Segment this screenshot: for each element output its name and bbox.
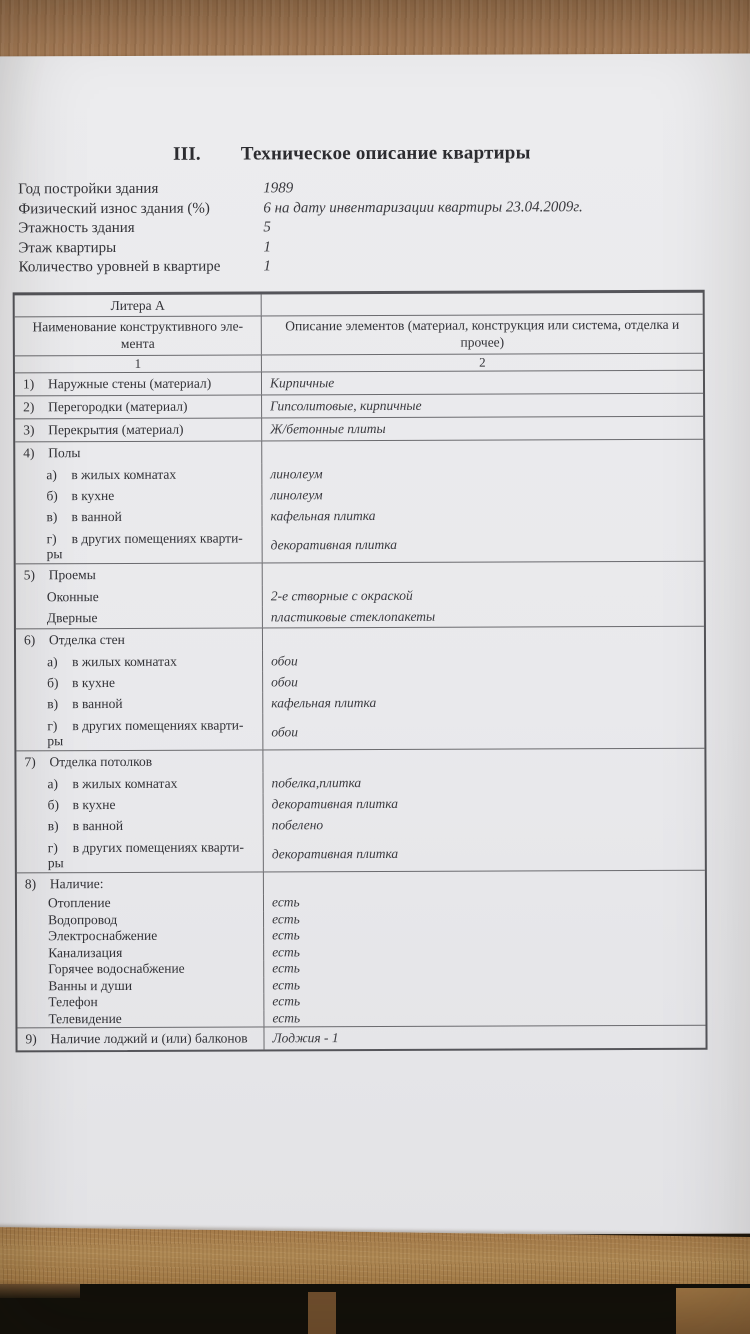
item-name: в кухне	[72, 796, 116, 813]
item-name: Телевидение	[48, 1010, 122, 1026]
under-desk-shadow	[0, 1284, 750, 1334]
item-letter: б)	[46, 488, 58, 504]
tech-description-table	[13, 290, 708, 1053]
element-value: Лоджия - 1	[263, 1026, 705, 1050]
item-value: кафельная плитка	[262, 691, 704, 714]
under-desk-wood-left	[0, 1284, 80, 1298]
info-label: Количество уровней в квартире	[18, 258, 221, 276]
info-value: 6 на дату инвентаризации квартиры 23.04.2009г.	[263, 198, 583, 216]
item-value: есть	[263, 975, 705, 993]
item-value: есть	[263, 1008, 705, 1026]
item-letter: б)	[47, 797, 60, 813]
item-value: пластиковые стеклопакеты	[262, 605, 704, 628]
item-name: в жилых комнатах	[71, 466, 177, 483]
info-label: Год постройки здания	[18, 180, 159, 198]
table-row	[15, 394, 703, 420]
item-value: 2-е створные с окраской	[262, 584, 704, 607]
item-letter: г)	[46, 531, 57, 547]
info-row-build-year	[18, 178, 718, 200]
col2-header: Описание элементов (материал, конструкция или система, отделка и прочее)	[261, 315, 703, 355]
col2-number: 2	[261, 354, 703, 372]
element-name: Перекрытия (материал)	[48, 421, 184, 438]
row-number: 6)	[23, 632, 36, 648]
item-letter: в)	[46, 509, 58, 525]
litera-cell: Литера А	[110, 297, 165, 314]
section-heading	[0, 141, 750, 167]
item-name: Горячее водоснабжение	[48, 960, 185, 977]
item-name: Ванны и души	[48, 977, 133, 993]
row-number: 1)	[22, 376, 35, 392]
section-header-row	[17, 871, 705, 896]
section-header-row	[16, 627, 704, 652]
item-letter: г)	[47, 718, 58, 734]
section-title: Техническое описание квартиры	[240, 142, 531, 165]
table-row	[15, 462, 703, 486]
item-letter: б)	[47, 675, 59, 691]
desk-leg-right	[676, 1288, 750, 1334]
item-value: декоративная плитка	[262, 525, 704, 563]
section-name: Наличие:	[49, 876, 104, 892]
item-name: в кухне	[72, 674, 116, 691]
item-value: побелка,плитка	[262, 771, 704, 794]
item-name: Отопление	[47, 895, 111, 911]
element-name: Наружные стены (материал)	[47, 375, 212, 392]
item-value: есть	[263, 959, 705, 977]
item-name: Телефон	[48, 994, 98, 1010]
item-value: декоративная плитка	[263, 792, 705, 815]
item-value: есть	[263, 992, 705, 1010]
item-name: Электроснабжение	[48, 927, 158, 944]
element-value: Ж/бетонные плиты	[261, 417, 703, 441]
row-number: 2)	[23, 399, 35, 415]
item-letter: в)	[47, 696, 59, 712]
table-row	[17, 813, 705, 837]
table-row	[16, 691, 704, 715]
item-name: Оконные	[46, 589, 99, 605]
item-name: Дверные	[46, 610, 98, 626]
item-value: обои	[262, 712, 704, 750]
table-row	[16, 712, 704, 752]
section-name: Отделка стен	[48, 631, 125, 648]
item-value: обои	[262, 649, 704, 672]
info-value: 1	[263, 258, 272, 275]
item-letter: в)	[47, 818, 59, 834]
section-header-row	[16, 749, 704, 774]
table-header-row	[15, 315, 703, 357]
table-row	[16, 670, 704, 694]
row-number: 3)	[23, 422, 35, 438]
element-value: Гипсолитовые, кирпичные	[261, 394, 703, 418]
col1-header: Наименование конструктивного эле-мента	[32, 318, 244, 351]
item-name: в других помещениях кварти-ры	[47, 839, 245, 871]
item-name: в кухне	[71, 488, 115, 504]
document-page	[0, 54, 750, 1237]
section-header-row	[16, 562, 704, 587]
info-label: Этаж квартиры	[18, 239, 117, 256]
info-row-levels	[19, 256, 719, 278]
item-value: есть	[263, 926, 705, 944]
info-row-storeys	[18, 217, 718, 239]
item-value: линолеум	[261, 462, 703, 485]
table-row	[16, 605, 704, 630]
item-name: Водопровод	[48, 911, 118, 927]
table-row	[16, 649, 704, 673]
item-value: кафельная плитка	[261, 504, 703, 527]
row-number: 5)	[23, 567, 36, 583]
table-row	[17, 792, 705, 816]
item-name: в жилых комнатах	[72, 775, 178, 792]
info-value: 1	[263, 238, 272, 255]
section-name: Проемы	[48, 567, 96, 583]
item-name: в других помещениях кварти-ры	[47, 717, 244, 749]
item-name: в ванной	[72, 817, 124, 834]
element-name: Перегородки (материал)	[48, 398, 188, 415]
info-row-wear	[18, 197, 718, 219]
table-row-litera	[15, 293, 703, 318]
section-numeral: III.	[173, 143, 201, 165]
item-value: есть	[263, 893, 705, 911]
item-letter: г)	[47, 840, 58, 856]
item-name: Канализация	[48, 944, 123, 960]
info-row-floor	[18, 236, 718, 258]
row-number: 7)	[24, 754, 36, 770]
info-label: Физический износ здания (%)	[18, 200, 210, 217]
item-name: в других помещениях кварти-ры	[46, 530, 243, 562]
item-name: в жилых комнатах	[72, 653, 177, 670]
item-value: есть	[263, 909, 705, 927]
row-number: 9)	[25, 1031, 37, 1047]
item-letter: а)	[47, 654, 58, 670]
item-value: декоративная плитка	[263, 834, 705, 872]
section-header-row	[15, 440, 703, 465]
item-value: есть	[263, 942, 705, 960]
under-desk-gap	[308, 1292, 336, 1334]
table-row	[16, 584, 704, 608]
table-row	[15, 371, 703, 397]
table-row	[16, 771, 704, 795]
table-row	[17, 1026, 705, 1051]
item-letter: а)	[47, 776, 59, 792]
item-name: в ванной	[71, 508, 122, 525]
table-row	[15, 504, 703, 528]
info-value: 5	[263, 219, 271, 236]
col1-number: 1	[134, 355, 142, 371]
table-row	[16, 525, 704, 565]
info-value: 1989	[263, 180, 294, 197]
litera-empty-cell	[261, 293, 703, 316]
item-value: линолеум	[261, 483, 703, 506]
element-name: Наличие лоджий и (или) балконов	[50, 1030, 248, 1047]
section-name: Отделка потолков	[49, 753, 153, 770]
item-value: обои	[262, 670, 704, 693]
info-label: Этажность здания	[18, 219, 135, 237]
item-name: в ванной	[72, 695, 123, 712]
table-row	[15, 483, 703, 507]
section-name: Полы	[48, 445, 81, 461]
item-value: побелено	[263, 813, 705, 836]
table-row	[17, 834, 705, 874]
row-number: 4)	[23, 445, 35, 461]
item-letter: а)	[46, 467, 57, 483]
table-row	[15, 417, 703, 443]
row-number: 8)	[24, 876, 37, 892]
building-info-block	[18, 178, 718, 278]
element-value: Кирпичные	[261, 371, 703, 395]
